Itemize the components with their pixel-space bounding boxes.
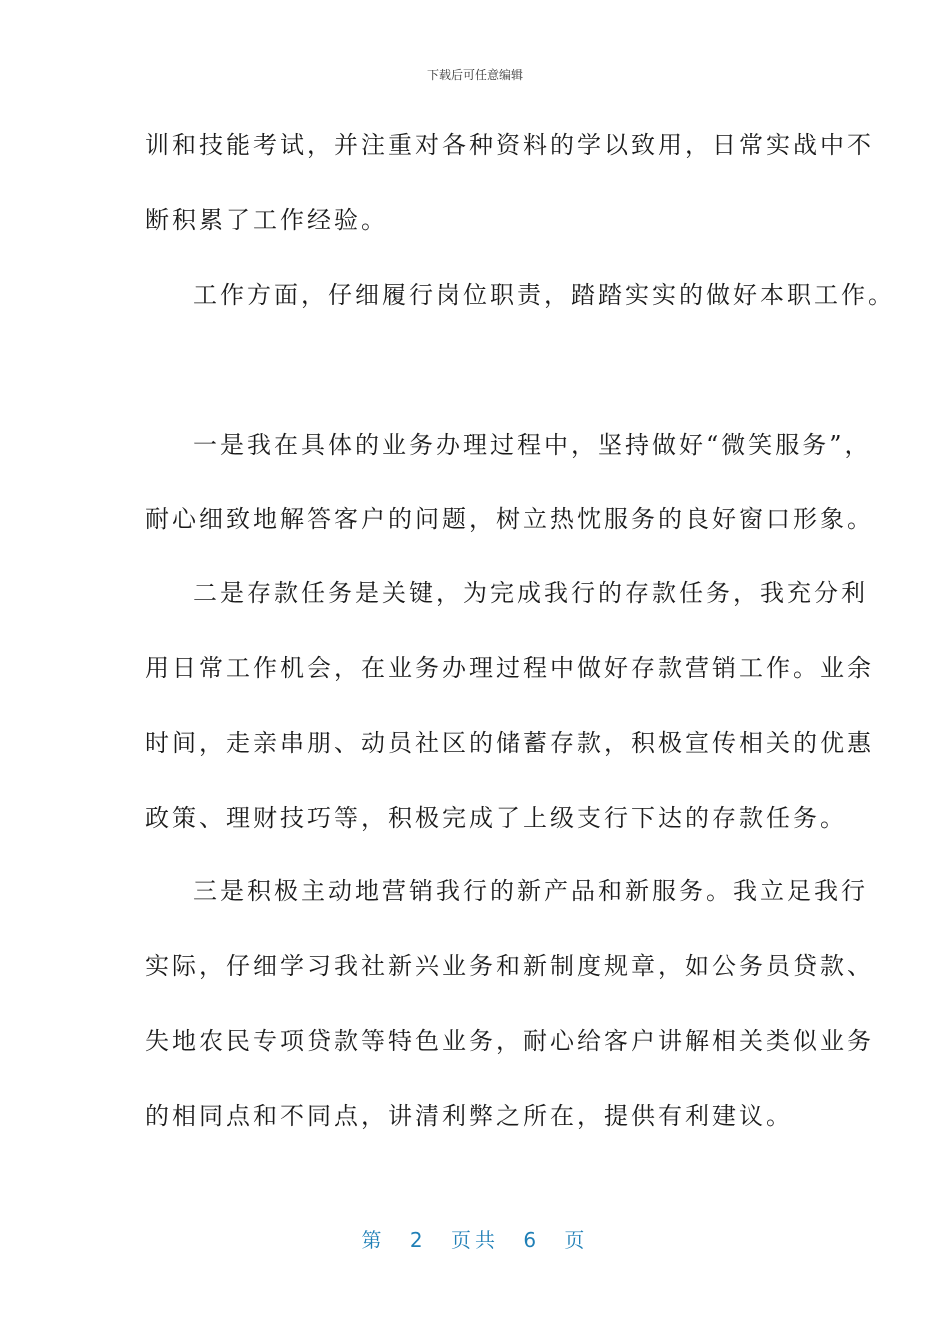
body-line: 时间，走亲串朋、动员社区的储蓄存款，积极宣传相关的优惠 bbox=[145, 729, 874, 757]
body-line: 实际，仔细学习我社新兴业务和新制度规章，如公务员贷款、 bbox=[145, 952, 874, 980]
page-number-footer: 第 2 页共 6 页 bbox=[361, 1228, 589, 1252]
body-line: 三是积极主动地营销我行的新产品和新服务。我立足我行 bbox=[193, 877, 868, 905]
body-line: 一是我在具体的业务办理过程中，坚持做好“微笑服务”， bbox=[193, 431, 872, 459]
body-line: 工作方面，仔细履行岗位职责，踏踏实实的做好本职工作。 bbox=[193, 281, 895, 309]
body-line: 训和技能考试，并注重对各种资料的学以致用，日常实战中不 bbox=[145, 131, 874, 159]
body-line: 耐心细致地解答客户的问题，树立热忱服务的良好窗口形象。 bbox=[145, 505, 874, 533]
body-line: 用日常工作机会，在业务办理过程中做好存款营销工作。业余 bbox=[145, 654, 874, 682]
body-line: 断积累了工作经验。 bbox=[145, 206, 388, 234]
body-line: 政策、理财技巧等，积极完成了上级支行下达的存款任务。 bbox=[145, 804, 847, 832]
page-header: 下载后可任意编辑 bbox=[426, 68, 523, 82]
body-line: 的相同点和不同点，讲清利弊之所在，提供有利建议。 bbox=[145, 1102, 793, 1130]
body-line: 二是存款任务是关键，为完成我行的存款任务，我充分利 bbox=[193, 579, 868, 607]
body-line: 失地农民专项贷款等特色业务，耐心给客户讲解相关类似业务 bbox=[145, 1027, 874, 1055]
